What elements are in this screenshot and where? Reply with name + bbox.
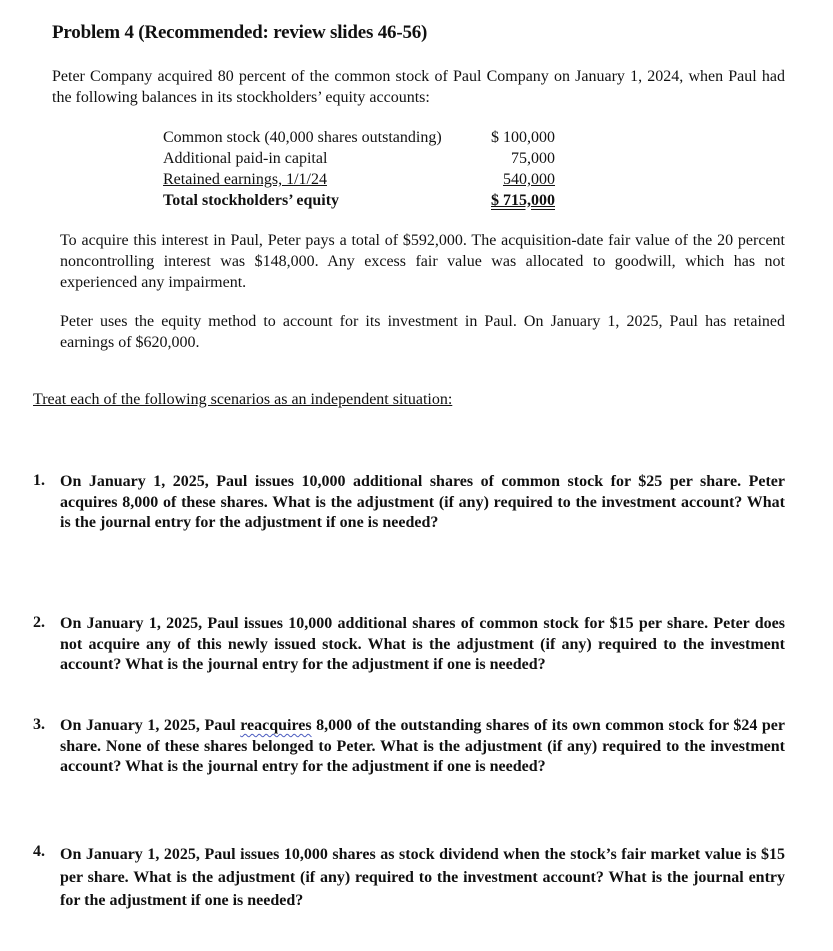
question-number: 4.	[33, 843, 45, 860]
question-2	[33, 614, 785, 676]
question-text-part: On January 1, 2025, Paul	[60, 717, 241, 734]
question-text: On January 1, 2025, Paul issues 10,000 additional shares of common stock for $15 per share. Peter does not acquire any of this newly issued stock. What is the adjustment (if any) required to the investment account? What is the journal entry for the adjustment if one is needed?	[60, 615, 785, 673]
equity-method-paragraph: Peter uses the equity method to account for its investment in Paul. On January 1, 2025, Paul has retained earnings of $620,000.	[60, 313, 785, 351]
intro-paragraph: Peter Company acquired 80 percent of the common stock of Paul Company on January 1, 2024, when Paul had the following balances in its stockholders’ equity accounts:	[52, 68, 785, 106]
question-1	[33, 472, 785, 534]
equity-row-retained-earnings	[163, 169, 555, 190]
equity-value: 75,000	[511, 150, 555, 167]
question-text-part: 8,000 of the outstanding shares of its own common stock for $24 per share. None of these shares belonged to Peter. What is the adjustment (if any) required to the investment account? What is the journal entry for the adjustment if one is needed?	[60, 717, 786, 775]
equity-label: Common stock (40,000 shares outstanding)	[163, 129, 442, 146]
equity-row-common-stock	[163, 127, 555, 148]
question-3	[33, 716, 785, 778]
equity-table	[163, 127, 555, 211]
equity-label: Retained earnings, 1/1/24	[163, 171, 327, 188]
scenario-note: Treat each of the following scenarios as an independent situation:	[33, 391, 453, 408]
question-text	[60, 716, 785, 778]
equity-row-apic	[163, 148, 555, 169]
question-4	[33, 843, 785, 912]
question-text: On January 1, 2025, Paul issues 10,000 shares as stock dividend when the stock’s fair market value is $15 per share. What is the adjustment (if any) required to the investment account? What is the journal entry for the adjustment if one is needed?	[60, 846, 785, 909]
equity-total-label: Total stockholders’ equity	[163, 192, 340, 209]
question-text: On January 1, 2025, Paul issues 10,000 additional shares of common stock for $25 per share. Peter acquires 8,000 of these shares. What is the adjustment (if any) required to the investment account? What is the journal entry for the adjustment if one is needed?	[60, 473, 785, 531]
spellcheck-flagged-word[interactable]: reacquires	[240, 717, 312, 734]
problem-title: Problem 4 (Recommended: review slides 46-56)	[52, 22, 428, 43]
equity-row-total	[163, 190, 555, 211]
acquisition-paragraph: To acquire this interest in Paul, Peter pays a total of $592,000. The acquisition-date fair value of the 20 percent noncontrolling interest was $148,000. Any excess fair value was allocated to goodwill, which has not experienced any impairment.	[60, 232, 785, 291]
equity-value: 540,000	[503, 171, 555, 188]
equity-label: Additional paid-in capital	[163, 150, 328, 167]
question-number: 1.	[33, 472, 45, 489]
question-number: 2.	[33, 614, 45, 631]
question-number: 3.	[33, 716, 45, 733]
equity-total-value: $ 715,000	[491, 192, 555, 209]
equity-value: $ 100,000	[491, 129, 555, 146]
